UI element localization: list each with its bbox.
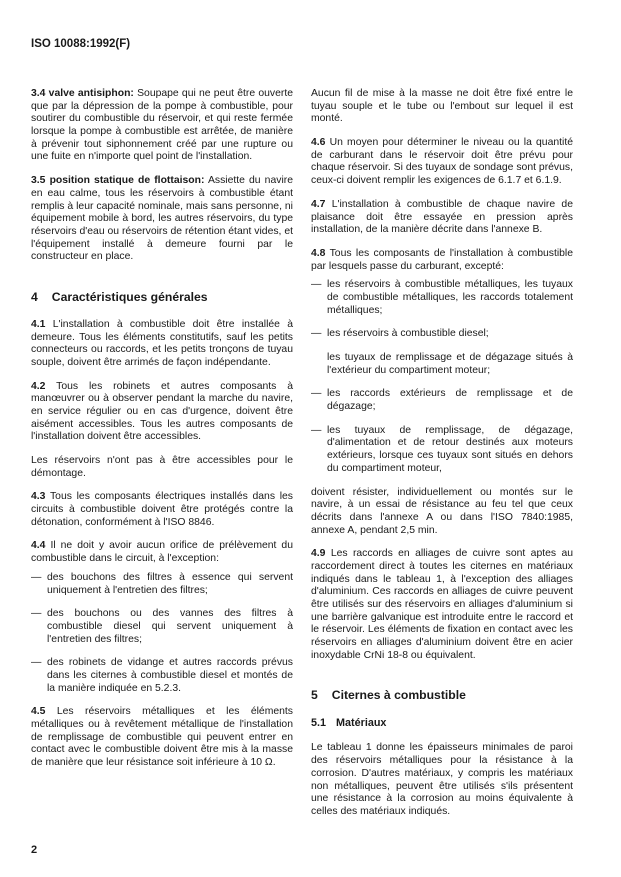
document-header: ISO 10088:1992(F)	[31, 38, 131, 50]
section-title: Matériaux	[336, 717, 387, 730]
clause-4-2-note: Les réservoirs n'ont pas à être accessibles pour le démontage.	[31, 455, 293, 479]
clause-number: 3.5	[31, 175, 46, 187]
exception-list	[311, 279, 573, 341]
clause-text: Il ne doit y avoir aucun orifice de prélèvement du combustible dans le circuit, à l'exception:	[31, 540, 293, 565]
clause-text: Tous les composants de l'installation à combustible par lesquels passe du carburant, excepté:	[311, 247, 574, 272]
section-number: 5.1	[311, 717, 327, 730]
list-item: — les tuyaux de remplissage, de dégazage, d'alimentation et de retour destinés aux moteurs extérieurs, lorsque ces tuyaux sont situés en dehors du compartiment moteur,	[311, 425, 573, 476]
clause-4-3	[31, 491, 293, 529]
exception-list	[311, 388, 573, 475]
section-5-heading	[311, 688, 573, 703]
section-title: Caractéristiques générales	[51, 289, 208, 304]
section-number: 5	[311, 688, 318, 703]
clause-number: 4.8	[311, 247, 326, 259]
section-title: Citernes à combustible	[331, 688, 466, 703]
clause-number: 4.5	[31, 706, 46, 718]
list-item: — les raccords extérieurs de remplissage et de dégazage;	[311, 388, 573, 413]
list-item: — les réservoirs à combustible diesel;	[311, 328, 573, 341]
clause-text: Un moyen pour déterminer le niveau ou la quantité de carburant dans le réservoir doit être prévu pour chaque réservoir. Si des tuyaux de sondage sont prévus, ceux-ci doivent remplir les exigences de 6.1.7 et 6.1.9.	[311, 137, 574, 187]
clause-4-5	[31, 706, 293, 769]
clause-4-1	[31, 319, 293, 370]
right-column	[311, 88, 573, 830]
section-number: 4	[31, 289, 38, 304]
term: position statique de flottaison:	[49, 175, 205, 187]
list-item: — des bouchons ou des vannes des filtres à combustible diesel qui servent uniquement à l'entretien des filtres;	[31, 608, 293, 646]
clause-4-5-continued: Aucun fil de mise à la masse ne doit être fixé entre le tuyau souple et le tube ou l'embout sur lequel il est monté.	[311, 88, 573, 125]
list-item: — des robinets de vidange et autres raccords prévus dans les citernes à combustible diesel et montés de la manière indiquée en 5.2.3.	[31, 657, 293, 695]
clause-4-8-continued: doivent résister, individuellement ou montés sur le navire, à un essai de résistance au feu tel que ceux décrits dans l'annexe A ou dans l'ISO 7840:1985, annexe A, pendant 2,5 min.	[311, 486, 573, 536]
left-column	[31, 88, 293, 781]
clause-text: Soupape qui ne peut être ouverte que par la dépression de la pompe à combustible, pour soutirer du combustible du réservoir, et qui reste fermée lorsque la pompe à combustible est arrêtée, de manière à prévenir tout siphonnement créé par une rupture ou une fuite en n'importe quel point de l'installation.	[31, 88, 293, 163]
clause-text: L'installation à combustible doit être installée à demeure. Tous les éléments constitutifs, sauf les petits connecteurs ou raccords, et les petits tronçons de tuyau souple, doivent être arrimés de façon indépendante.	[31, 318, 293, 368]
clause-text: Les réservoirs métalliques et les éléments métalliques ou à revêtement métallique de l'installation de remplissage de combustible qui peuvent entrer en contact avec le combustible doivent être mis à la masse de manière que leur résistance soit inférieure à 10 Ω.	[31, 706, 293, 769]
clause-number: 4.3	[31, 491, 46, 503]
clause-text: Tous les composants électriques installés dans les circuits à combustible doivent être protégés contre la détonation, conformément à l'ISO 8846.	[31, 491, 293, 528]
clause-4-2	[31, 381, 293, 444]
clause-3-4	[31, 88, 293, 164]
exception-list	[31, 572, 293, 696]
clause-3-5	[31, 175, 293, 264]
clause-text: Les raccords en alliages de cuivre sont aptes au raccordement direct à toutes les citernes en matériaux indiqués dans le tableau 1, à l'exception des alliages d'aluminium. Ces raccords en alliages de cuivre peuvent être utilisés sur des réservoirs en alliages d'aluminium si une barrière galvanique est introduite entre le raccord et le réservoir. Les éléments de fixation en contact avec les réservoirs en alliages d'aluminium doivent être en acier inoxydable CrNi 18-8 ou équivalent.	[311, 548, 574, 661]
clause-4-4	[31, 540, 293, 565]
clause-number: 3.4	[31, 88, 46, 99]
list-sub-item: les tuyaux de remplissage et de dégazage situés à l'extérieur du compartiment moteur;	[327, 352, 573, 376]
clause-text: L'installation à combustible de chaque navire de plaisance doit être essayée en pression après installation, de la manière décrite dans l'annexe B.	[311, 198, 573, 236]
list-item: — des bouchons des filtres à essence qui servent uniquement à l'entretien des filtres;	[31, 572, 293, 597]
page-number: 2	[31, 844, 38, 856]
clause-4-9	[311, 548, 573, 662]
clause-4-6	[311, 137, 573, 188]
section-4-heading	[31, 290, 293, 305]
clause-number: 4.7	[311, 198, 326, 210]
clause-4-8	[311, 248, 573, 273]
clause-number: 4.1	[31, 318, 46, 330]
clause-number: 4.9	[311, 548, 326, 560]
clause-text: Tous les robinets et autres composants à manœuvrer ou à observer pendant la marche du navire, en service régulier ou en cas d'urgence, doivent être aisément accessibles. Tous les autres composants de l'installation doivent être accessibles.	[31, 380, 293, 443]
list-item: — les réservoirs à combustible métalliques, les tuyaux de combustible métalliques, les raccords totalement métalliques;	[311, 279, 573, 317]
section-5-1-heading	[311, 717, 573, 730]
clause-5-1-text: Le tableau 1 donne les épaisseurs minimales de paroi des réservoirs métalliques pour la résistance à la corrosion. D'autres matériaux, y compris les matériaux non métalliques, peuvent être utilisés s'ils présentent une résistance à la corrosion au moins équivalente à celles des matériaux indiqués.	[311, 742, 573, 817]
clause-number: 4.4	[31, 540, 46, 552]
clause-number: 4.6	[311, 137, 326, 149]
term: valve antisiphon:	[48, 88, 134, 99]
clause-number: 4.2	[31, 380, 46, 392]
clause-4-7	[311, 199, 573, 237]
clause-text: Assiette du navire en eau calme, tous les réservoirs à combustible étant remplis à leur capacité nominale, mais sans personne, ni équipement mobile à bord, les autres réservoirs, du type réservoirs d'eau ou réservoirs de rétention étant vides, et l'équipement installé à demeure fourni par le constructeur en place.	[31, 175, 293, 263]
